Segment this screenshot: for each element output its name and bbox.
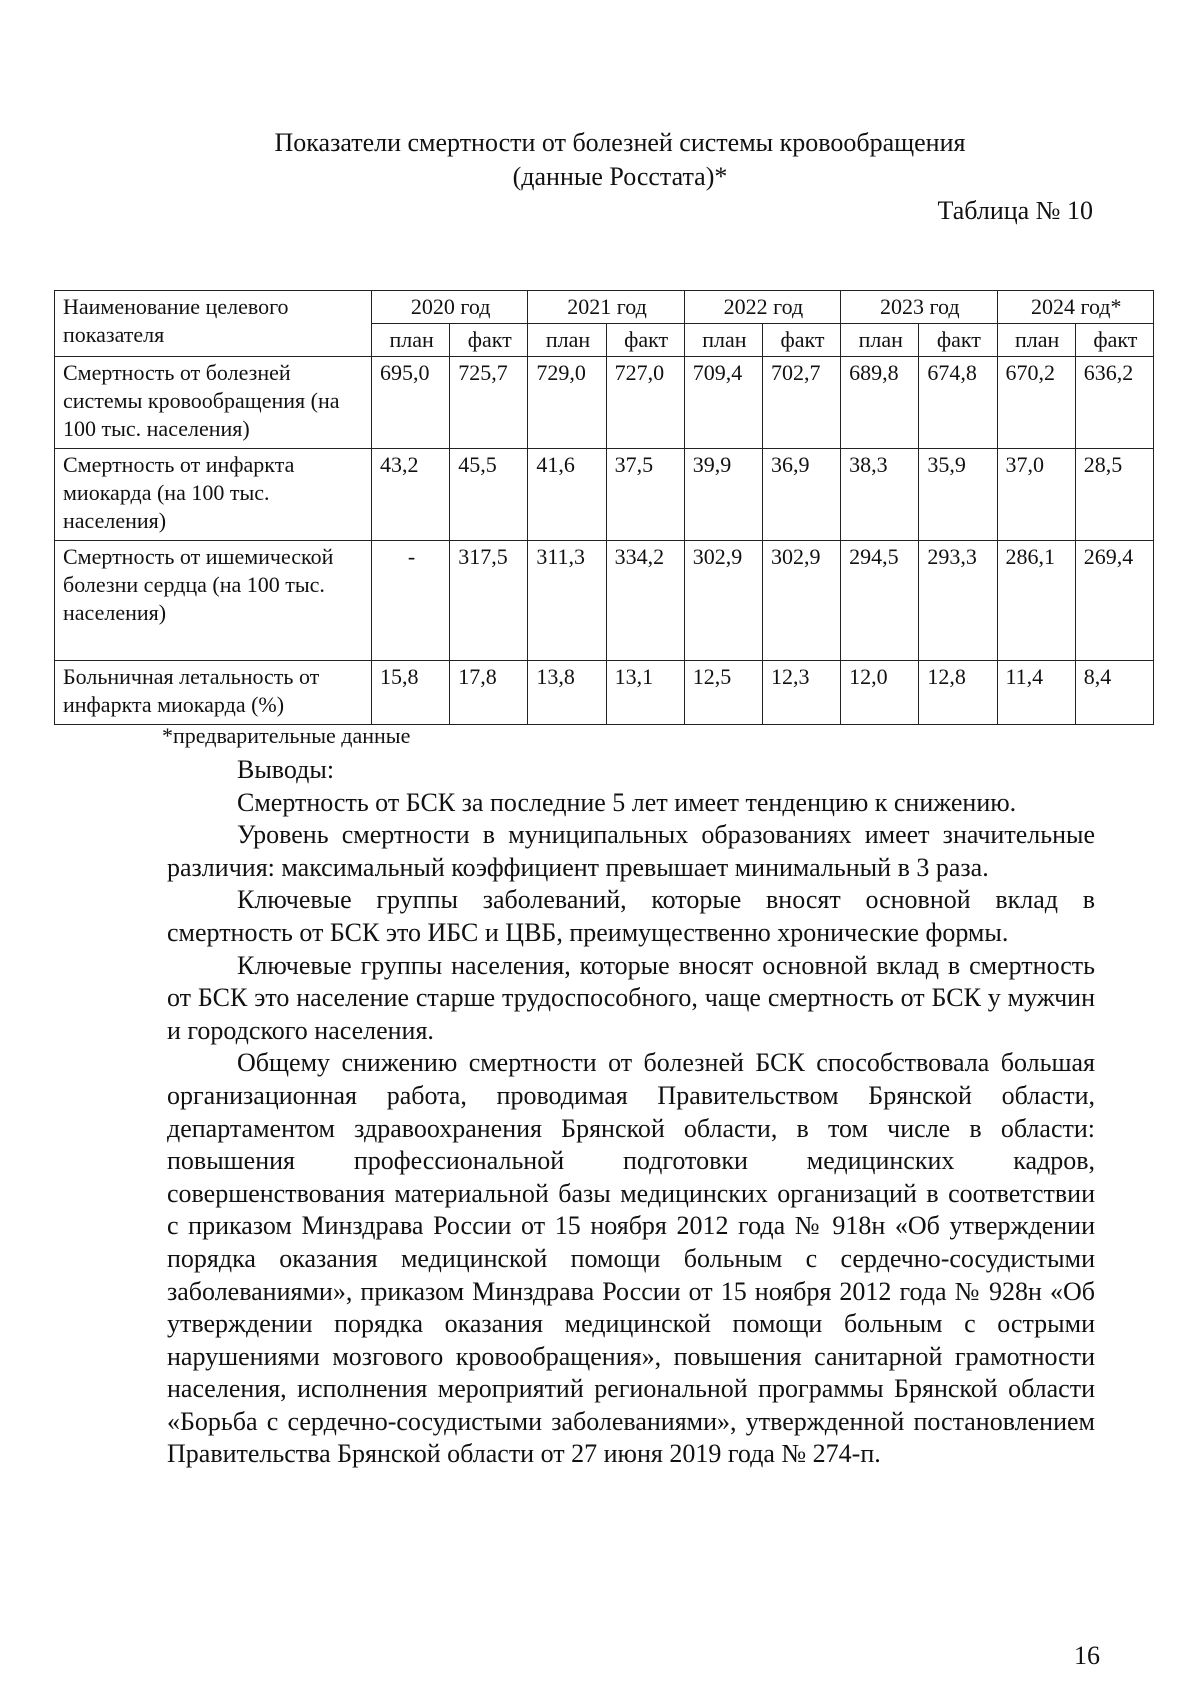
header-plan: план: [372, 324, 450, 357]
row-indicator-name: Больничная летальность от инфаркта миокарда (%): [55, 661, 372, 725]
cell-value: 15,8: [372, 661, 450, 725]
page-title-line-2: (данные Росстата)*: [512, 162, 728, 191]
mortality-table: [54, 290, 1154, 725]
cell-value: 294,5: [841, 541, 919, 661]
conclusion-paragraph: Ключевые группы населения, которые вносят основной вклад в смертность от БСК это население старше трудоспособного, чаще смертность от БСК у мужчин и городского населения.: [167, 950, 1095, 1045]
table-number: Таблица № 10: [937, 196, 1093, 225]
row-indicator-name: Смертность от болезней системы кровообращения (на 100 тыс. населения): [55, 357, 372, 449]
table-row: [55, 541, 1154, 661]
header-fact: факт: [1075, 324, 1153, 357]
header-year: 2021 год: [528, 291, 684, 324]
table-header-row-years: [55, 291, 1154, 324]
cell-value: 727,0: [606, 357, 684, 449]
page-number: 16: [1074, 1641, 1100, 1670]
cell-value: 12,5: [684, 661, 762, 725]
cell-value: 43,2: [372, 449, 450, 541]
cell-value: 13,1: [606, 661, 684, 725]
header-fact: факт: [450, 324, 528, 357]
header-indicator-name: Наименование целевого показателя: [55, 291, 372, 357]
cell-value: 725,7: [450, 357, 528, 449]
cell-value: 293,3: [919, 541, 997, 661]
row-indicator-name: Смертность от инфаркта миокарда (на 100 тыс. населения): [55, 449, 372, 541]
header-fact: факт: [919, 324, 997, 357]
cell-value: 37,0: [997, 449, 1075, 541]
table-row: [55, 661, 1154, 725]
cell-value: 12,3: [762, 661, 840, 725]
cell-value: 674,8: [919, 357, 997, 449]
cell-value: 17,8: [450, 661, 528, 725]
cell-value: 729,0: [528, 357, 606, 449]
cell-value: 36,9: [762, 449, 840, 541]
cell-value: 311,3: [528, 541, 606, 661]
cell-value: 12,0: [841, 661, 919, 725]
cell-value: 41,6: [528, 449, 606, 541]
cell-value: 35,9: [919, 449, 997, 541]
cell-value: 39,9: [684, 449, 762, 541]
conclusion-paragraph: Уровень смертности в муниципальных образованиях имеет значительные различия: максимальный коэффициент превышает минимальный в 3 раза.: [167, 820, 1095, 882]
page-title: [160, 126, 1080, 194]
cell-value: 709,4: [684, 357, 762, 449]
cell-value: 689,8: [841, 357, 919, 449]
conclusions-section: [167, 754, 1095, 1471]
cell-value: 695,0: [372, 357, 450, 449]
header-year: 2023 год: [841, 291, 997, 324]
header-plan: план: [684, 324, 762, 357]
cell-value: 269,4: [1075, 541, 1153, 661]
conclusion-paragraph: Ключевые группы заболеваний, которые вносят основной вклад в смертность от БСК это ИБС и ЦВБ, преимущественно хронические формы.: [167, 885, 1095, 947]
page-title-line-1: Показатели смертности от болезней системы кровообращения: [274, 128, 966, 157]
cell-value: 286,1: [997, 541, 1075, 661]
cell-value: 8,4: [1075, 661, 1153, 725]
row-indicator-name: Смертность от ишемической болезни сердца (на 100 тыс. населения): [55, 541, 372, 661]
cell-value: 13,8: [528, 661, 606, 725]
header-fact: факт: [762, 324, 840, 357]
cell-value: 11,4: [997, 661, 1075, 725]
cell-value: 38,3: [841, 449, 919, 541]
cell-value: 302,9: [762, 541, 840, 661]
header-fact: факт: [606, 324, 684, 357]
cell-value: 12,8: [919, 661, 997, 725]
footnote: *предварительные данные: [162, 723, 411, 748]
cell-value: 302,9: [684, 541, 762, 661]
header-year: 2020 год: [372, 291, 528, 324]
cell-value: 45,5: [450, 449, 528, 541]
cell-value: 28,5: [1075, 449, 1153, 541]
cell-value: -: [372, 541, 450, 661]
header-plan: план: [528, 324, 606, 357]
header-year: 2024 год*: [997, 291, 1154, 324]
header-plan: план: [997, 324, 1075, 357]
cell-value: 37,5: [606, 449, 684, 541]
cell-value: 334,2: [606, 541, 684, 661]
cell-value: 317,5: [450, 541, 528, 661]
table-row: [55, 357, 1154, 449]
header-plan: план: [841, 324, 919, 357]
conclusion-paragraph: Смертность от БСК за последние 5 лет имеет тенденцию к снижению.: [237, 787, 1017, 817]
table-row: [55, 449, 1154, 541]
cell-value: 670,2: [997, 357, 1075, 449]
header-year: 2022 год: [684, 291, 840, 324]
cell-value: 636,2: [1075, 357, 1153, 449]
conclusions-heading: Выводы:: [237, 755, 335, 784]
conclusion-paragraph: Общему снижению смертности от болезней БСК способствовала большая организационная работа, проводимая Правительством Брянской области, департаментом здравоохранения Брянской области, в том числе в области: повышения профессиональной подготовки медицинских кадров, совершенствования материальной базы медицинских организаций в соответствии с приказом Минздрава России от 15 ноября 2012 года № 918н «Об утверждении порядка оказания медицинской помощи больным с сердечно-сосудистыми заболеваниями», приказом Минздрава России от 15 ноября 2012 года № 928н «Об утверждении порядка оказания медицинской помощи больным с острыми нарушениями мозгового кровообращения», повышения санитарной грамотности населения, исполнения мероприятий региональной программы Брянской области «Борьба с сердечно-сосудистыми заболеваниями», утвержденной постановлением Правительства Брянской области от 27 июня 2019 года № 274-п.: [167, 1048, 1095, 1469]
cell-value: 702,7: [762, 357, 840, 449]
